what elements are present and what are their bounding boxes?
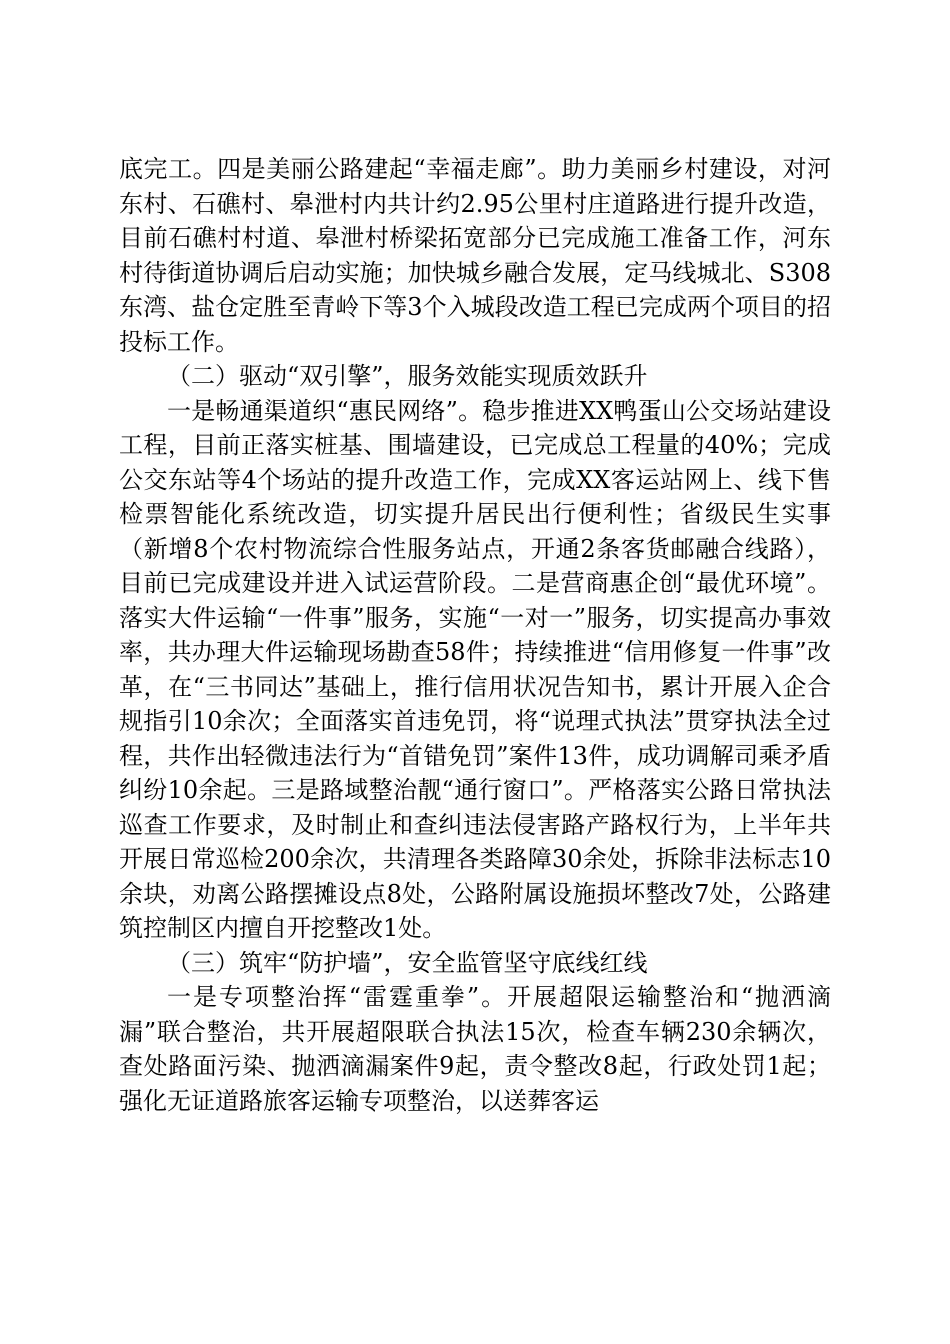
paragraph-special-rectification: 一是专项整治挥“雷霆重拳”。开展超限运输整治和“抛洒滴漏”联合整治，共开展超限联合执法15次，检查车辆230余辆次，查处路面污染、抛洒滴漏案件9起，责令整改8起，行政处罚1起；强化无证道路旅客运输专项整治，以送葬客运 [119, 983, 831, 1115]
paragraph-service-efficiency: 一是畅通渠道织“惠民网络”。稳步推进XX鸭蛋山公交场站建设工程，目前正落实桩基、围墙建设，已完成总工程量的40%；完成公交东站等4个场站的提升改造工作，完成XX客运站网上、线下售检票智能化系统改造，切实提升居民出行便利性；省级民生实事（新增8个农村物流综合性服务站点，开通2条客货邮融合线路），目前已完成建设并进入试运营阶段。二是营商惠企创“最优环境”。落实大件运输“一件事”服务，实施“一对一”服务，切实提高办事效率，共办理大件运输现场勘查58件；持续推进“信用修复一件事”改革，在“三书同达”基础上，推行信用状况告知书，累计开展入企合规指引10余次；全面落实首违免罚，将“说理式执法”贯穿执法全过程，共作出轻微违法行为“首错免罚”案件13件，成功调解司乘矛盾纠纷10余起。三是路域整治靓“通行窗口”。严格落实公路日常执法巡查工作要求，及时制止和查纠违法侵害路产路权行为，上半年共开展日常巡检200余次，共清理各类路障30余处，拆除非法标志10余块，劝离公路摆摊设点8处，公路附属设施损坏整改7处，公路建筑控制区内擅自开挖整改1处。 [119, 396, 831, 942]
paragraph-beautiful-roads: 底完工。四是美丽公路建起“幸福走廊”。助力美丽乡村建设，对河东村、石礁村、皋泄村内共计约2.95公里村庄道路进行提升改造，目前石礁村村道、皋泄村桥梁拓宽部分已完成施工准备工作，河东村待街道协调后启动实施；加快城乡融合发展，定马线城北、S308东湾、盐仓定胜至青岭下等3个入城段改造工程已完成两个项目的招投标工作。 [119, 155, 831, 356]
document-body [119, 152, 831, 1118]
section-heading-3: （三）筑牢“防护墙”，安全监管坚守底线红线 [167, 948, 648, 977]
section-heading-2: （二）驱动“双引擎”，服务效能实现质效跃升 [167, 362, 648, 390]
